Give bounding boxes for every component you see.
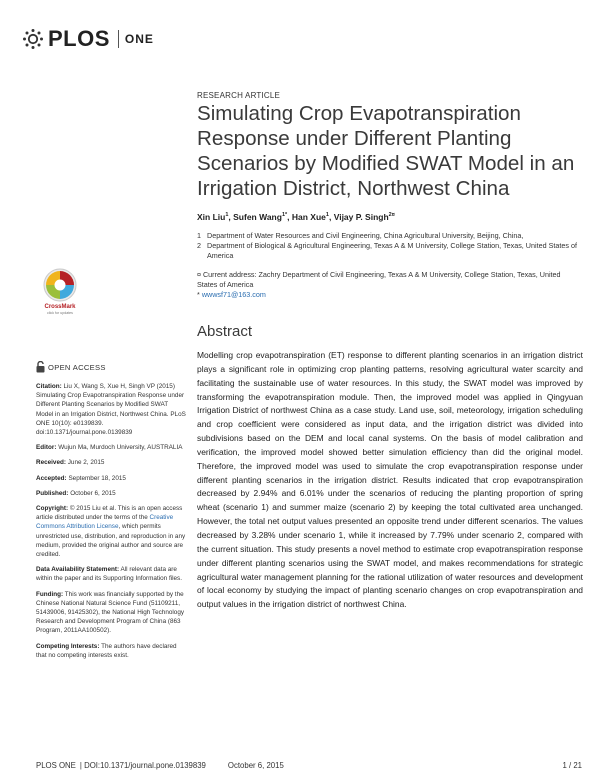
accepted-block	[36, 474, 186, 483]
received-date: June 2, 2015	[67, 459, 105, 467]
copyright-label: Copyright:	[36, 505, 69, 513]
article-title: Simulating Crop Evapotranspiration Response under Different Planting Scenarios by Modified SWAT Model in an Irrigation District, Northwest China	[197, 102, 575, 200]
affiliation-item	[197, 241, 582, 261]
data-availability-label: Data Availability Statement:	[36, 566, 120, 574]
accepted-label: Accepted:	[36, 474, 67, 482]
editor-label: Editor:	[36, 444, 57, 452]
citation-text: Liu X, Wang S, Xue H, Singh VP (2015) Simulating Crop Evapotranspiration Response under Different Planting Scenarios by Modified SWAT Model in an Irrigation District, Northwest China. PLoS ONE 10(10): e0139839. doi:10.1371/journal.pone.0139839	[36, 383, 186, 437]
funding-label: Funding:	[36, 590, 64, 598]
open-access-badge	[36, 361, 186, 373]
creative-commons-link[interactable]: Creative Commons Attribution License	[36, 514, 174, 531]
corresponding-marker: *	[197, 290, 200, 299]
plos-dots-icon	[22, 28, 44, 50]
author-affiliation-mark: 1	[225, 212, 229, 219]
competing-interests-text: The authors have declared that no competing interests exist.	[36, 642, 177, 659]
logo-divider	[118, 30, 119, 48]
author-name[interactable]: Han Xue	[291, 212, 326, 222]
funding-block	[36, 590, 186, 636]
author-name[interactable]: Vijay P. Singh	[333, 212, 389, 222]
author-affiliation-mark: 2¤	[388, 212, 395, 219]
author-affiliation-mark: 1	[325, 212, 329, 219]
crossmark-badge[interactable]	[35, 266, 85, 322]
page-footer	[36, 761, 582, 770]
editor-block	[36, 443, 186, 452]
funding-text: This work was financially supported by the Chinese National Natural Science Fund (51109211, 51439006, 91425302), the National High Technology Research and Development Program of China (863 Program, 2011AA100502).	[36, 590, 185, 635]
published-block	[36, 489, 186, 498]
email-link[interactable]: wwwsf71@163.com	[201, 290, 266, 299]
journal-sub: ONE	[124, 32, 154, 46]
affiliation-list	[197, 231, 582, 261]
copyright-text-end: , which permits unrestricted use, distribution, and reproduction in any medium, provided the original author and source are credited.	[36, 523, 186, 559]
competing-interests-block	[36, 642, 186, 660]
copyright-text: © 2015 Liu et al. This is an open access article distributed under the terms of the	[36, 505, 183, 522]
editor-text: Wujun Ma, Murdoch University, AUSTRALIA	[58, 444, 183, 452]
affiliation-text: Department of Water Resources and Civil Engineering, China Agricultural University, Beijing, China,	[207, 231, 524, 240]
affiliation-text: Department of Biological & Agricultural Engineering, Texas A & M University, College Station, Texas, United States of America	[207, 241, 577, 260]
open-lock-icon	[36, 361, 45, 373]
affiliation-item	[197, 231, 582, 241]
received-block	[36, 458, 186, 467]
footer-journal: PLOS ONE	[36, 761, 76, 770]
footer-date: October 6, 2015	[227, 761, 284, 770]
affiliation-number: 2	[197, 241, 201, 250]
abstract-heading: Abstract	[197, 323, 253, 340]
open-access-label: OPEN ACCESS	[48, 362, 106, 372]
competing-interests-label: Competing Interests:	[36, 642, 100, 650]
abstract-text: Modelling crop evapotranspiration (ET) response to different planting scenarios in an irrigation district plays a significant role in optimizing crop planting patterns, resolving agricultural water scarcity and facilitating the sustainable use of water resources. In this study, the SWAT model was improved by transforming the evapotranspiration module. Then, the improved model was applied in Qingyuan Irrigation District of northwest China as a case study. Land use, soil, meteorology, irrigation scheduling and crop coefficient were considered as input data, and the irrigation district was divided into subdivisions based on the DEM and local canal systems. On the basis of model calibration and verification, the improved model showed better simulation efficiency than did the original model. Therefore, the improved model was used to simulate the crop evapotranspiration response under different planting scenarios in the irrigation district. Results indicated that crop evapotranspiration decreased by 2.94% and 6.01% under the scenarios of reducing the planting proportion of spring wheat (scenario 1) and summer maize (scenario 2) by keeping the total cultivated area unchanged. However, the total net output values presented an opposite trend under different scenarios. The values decreased by 3.28% under scenario 1, while it increased by 7.79% under scenario 2, compared with the current situation. This study presents a novel method to estimate crop evapotranspiration response under different planting scenarios using the SWAT model, and makes recommendations for strategic agricultural water management planning for the rational utilization of water resources and development of local economy by studying the impact of planting scenario changes on crop evapotranspiration and output values in the irrigation district of northwest China.	[197, 350, 583, 610]
plos-one-logo[interactable]	[22, 26, 154, 52]
citation-label: Citation:	[36, 383, 62, 390]
journal-brand: PLOS	[48, 26, 110, 51]
author-affiliation-mark: 1*	[281, 212, 288, 219]
published-label: Published:	[36, 489, 69, 497]
article-type: RESEARCH ARTICLE	[197, 91, 281, 100]
author-list: Xin Liu$^1$, Sufen Wang$^{1*}$, Han Xue$^1$, Vijay P. Singh$^{2¤}$	[197, 212, 395, 222]
current-address: ¤ Current address: Zachry Department of Civil Engineering, Texas A & M University, College Station, Texas, United States of America	[197, 270, 561, 289]
data-availability-block	[36, 565, 186, 583]
article-info-sidebar	[36, 361, 186, 666]
published-date: October 6, 2015	[70, 489, 116, 497]
crossmark-label: CrossMark	[44, 304, 76, 310]
crossmark-icon	[35, 266, 85, 304]
footer-doi[interactable]: | DOI:10.1371/journal.pone.0139839	[79, 761, 206, 770]
received-label: Received:	[36, 459, 66, 467]
citation-block	[36, 382, 186, 437]
data-availability-text: All relevant data are within the paper and its Supporting Information files.	[36, 566, 182, 583]
crossmark-subtitle: click for updates	[47, 311, 73, 315]
author-name[interactable]: Sufen Wang	[233, 212, 282, 222]
copyright-block	[36, 504, 186, 559]
affiliation-number: 1	[197, 231, 201, 240]
footer-page-number: 1 / 21	[562, 761, 582, 770]
accepted-date: September 18, 2015	[68, 474, 126, 482]
author-name[interactable]: Xin Liu	[197, 212, 226, 222]
corresponding-email	[197, 290, 266, 300]
